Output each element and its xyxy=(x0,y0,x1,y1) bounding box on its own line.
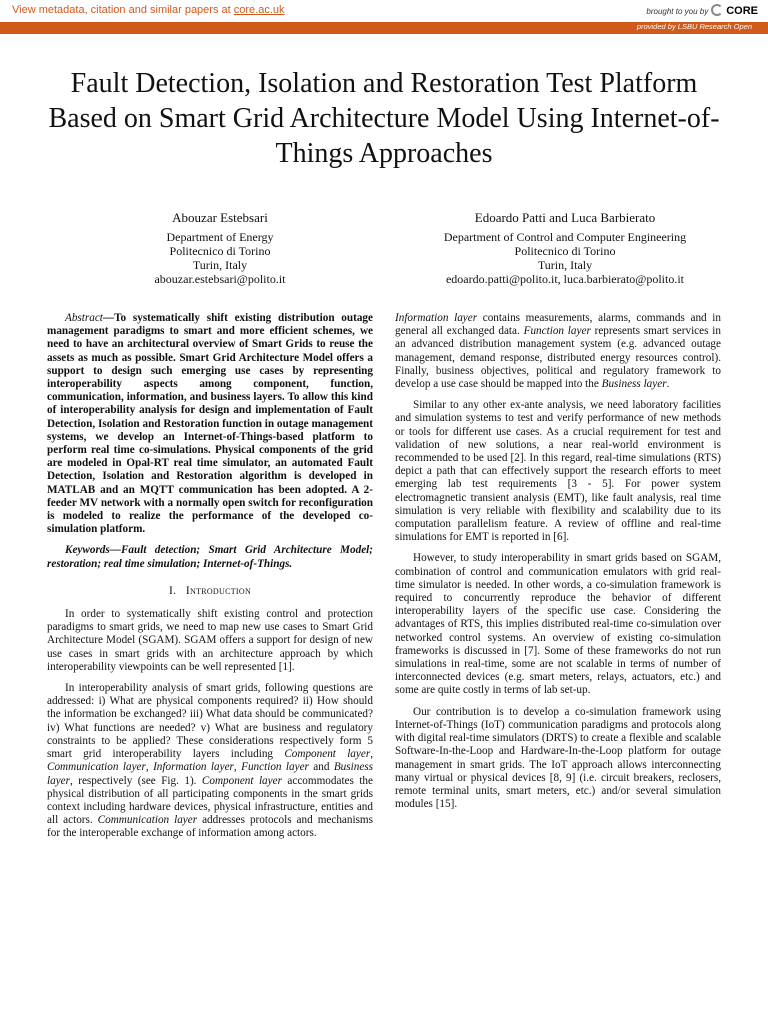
author-location: Turin, Italy xyxy=(192,258,248,272)
core-banner xyxy=(0,0,768,23)
author-institution: Politecnico di Torino xyxy=(514,244,616,258)
keywords-text: —Fault detection; Smart Grid Architecture Model; restoration; real time simulation; Internet-of-Things. xyxy=(47,544,373,570)
abstract-label: Abstract xyxy=(65,312,103,324)
author-block-1 xyxy=(100,211,340,286)
core-logo-icon xyxy=(711,4,723,16)
keywords-label: Keywords xyxy=(65,544,110,557)
author-dept: Department of Control and Computer Engineering xyxy=(443,230,687,244)
abstract-text: —To systematically shift existing distribution outage management paradigms to smart and more efficient schemes, we need to have an architectural overview of Smart Grids to reuse the assets as much as possible. Smart Grid Architecture Model offers a support to design such emerging use cases by representing interoperability aspects among component, function, communication, information, and business layers. To allow this kind of interoperability analysis for design and implementation of Fault Detection, Isolation and Restoration function in outage management systems, we develop an Internet-of-Things-based platform to perform real time co-simulations. Physical components of the grid are modeled in Opal-RT real time simulator, an automated Fault Detection, Isolation and Restoration algorithm is developed in MATLAB and an MQTT communication has been adopted. A 2-feeder MV network with a normally open switch for reconfiguration is modeled to realize the performance of the developed co-simulation platform. xyxy=(47,312,373,536)
author-name: Edoardo Patti and Luca Barbierato xyxy=(474,210,656,225)
body-paragraph-rts: Similar to any other ex-ante analysis, we need laboratory facilities and simulation systems to test and verify performance of new methods or tools for different use cases. As a crucial requirement for test and validation of new solutions, a near real-world environment is recommended to be used [2]. In this regard, real-time simulations (RTS) depict a path that can effectively support the research efforts to meet emerging lab test requirements [3 - 5]. For power system electromagnetic transient analysis (EMT), like fault analysis, real time simulation is very reliable with flexibility and scalability due to its computation parallelism feature. A review of offline and real-time simulations for EMT is reported in [6]. xyxy=(395,399,721,544)
core-logo[interactable]: CORE xyxy=(726,5,758,17)
brought-by-text: brought to you by xyxy=(646,7,709,16)
author-dept: Department of Energy xyxy=(166,230,274,244)
author-institution: Politecnico di Torino xyxy=(169,244,271,258)
keywords xyxy=(47,544,373,570)
body-paragraph-layers: Information layer contains measurements, alarms, commands and in general all exchanged data. Function layer represents smart services in an advanced distribution management system (e.g. advanced outage management, demand response, distributed energy resources control). Finally, business objectives, political and regulatory framework to develop a use case should be mapped into the Business layer. xyxy=(395,312,721,391)
author-block-2 xyxy=(400,211,730,286)
author-email: abouzar.estebsari@polito.it xyxy=(154,272,286,286)
section-title: Introduction xyxy=(185,584,252,597)
body-paragraph-contribution: Our contribution is to develop a co-simulation framework using Internet-of-Things (IoT) communication paradigms and protocols along with digital real-time simulators (DRTS) to create a flexible and scalable Software-In-the-Loop and Hardware-In-the-Loop platform for outage management in smart grids. The IoT approach allows interconnecting many virtual or physical devices [8, 9] (i.e. circuit breakers, reclosers, remote terminal units, smart meters, etc.) and/or several simulation modules [15]. xyxy=(395,705,721,811)
core-link[interactable]: core.ac.uk xyxy=(233,4,285,16)
section-heading xyxy=(47,585,373,598)
paper-title: Fault Detection, Isolation and Restoration Test Platform Based on Smart Grid Architecture Model Using Internet-of-Things Approaches xyxy=(48,68,720,169)
provided-by-bar xyxy=(0,22,768,34)
author-name: Abouzar Estebsari xyxy=(172,210,268,225)
metadata-text: View metadata, citation and similar papers at xyxy=(12,4,234,16)
author-email: edoardo.patti@polito.it, luca.barbierato@polito.it xyxy=(445,272,685,286)
provided-by-text[interactable]: provided by LSBU Research Open xyxy=(636,22,752,31)
section-number: I. xyxy=(168,584,177,597)
intro-paragraph-2: In interoperability analysis of smart grids, following questions are addressed: i) What are physical components required? ii) How should the information be exchanged? iii) What data should be communicated? iv) What functions are needed? v) What are business and regulatory constraints to be applied? These considerations respectively form 5 smart grid interoperability layers including Component layer, Communication layer, Information layer, Function layer and Business layer, respectively (see Fig. 1). Component layer accommodates the physical distribution of all participating components in the smart grids context including hardware devices, physical infrastructure, entities and all actors. Communication layer addresses protocols and mechanisms for the interoperable exchange of information among actors. xyxy=(47,682,373,840)
right-column xyxy=(395,312,721,819)
abstract xyxy=(47,312,373,536)
left-column xyxy=(47,312,373,849)
brought-by xyxy=(646,4,758,17)
body-paragraph-cosim: However, to study interoperability in smart grids based on SGAM, combination of control and communication emulators with grid real-time simulator is needed. In other words, a co-simulation framework is required to concurrently reproduce the behavior of different interoperability layers of the specific use case. Considering the advantages of RTS, this implies distributed real-time co-simulation over networked control systems. An overview of existing co-simulation frameworks is discussed in [7]. Some of these frameworks do not run simulations in real-time, some are not scalable in terms of number of interconnected devices (e.g. smart meters, relays, actuators, etc.) and some are quite costly in terms of lab set-up. xyxy=(395,552,721,697)
metadata-notice xyxy=(12,4,285,16)
intro-paragraph-1: In order to systematically shift existing control and protection paradigms to smart grids, we need to map new use cases to Smart Grid Architecture Model (SGAM). SGAM offers a support for design of new use cases in smart grids with an architecture approach by which interoperability viewpoints can be well represented [1]. xyxy=(47,608,373,673)
author-location: Turin, Italy xyxy=(537,258,593,272)
